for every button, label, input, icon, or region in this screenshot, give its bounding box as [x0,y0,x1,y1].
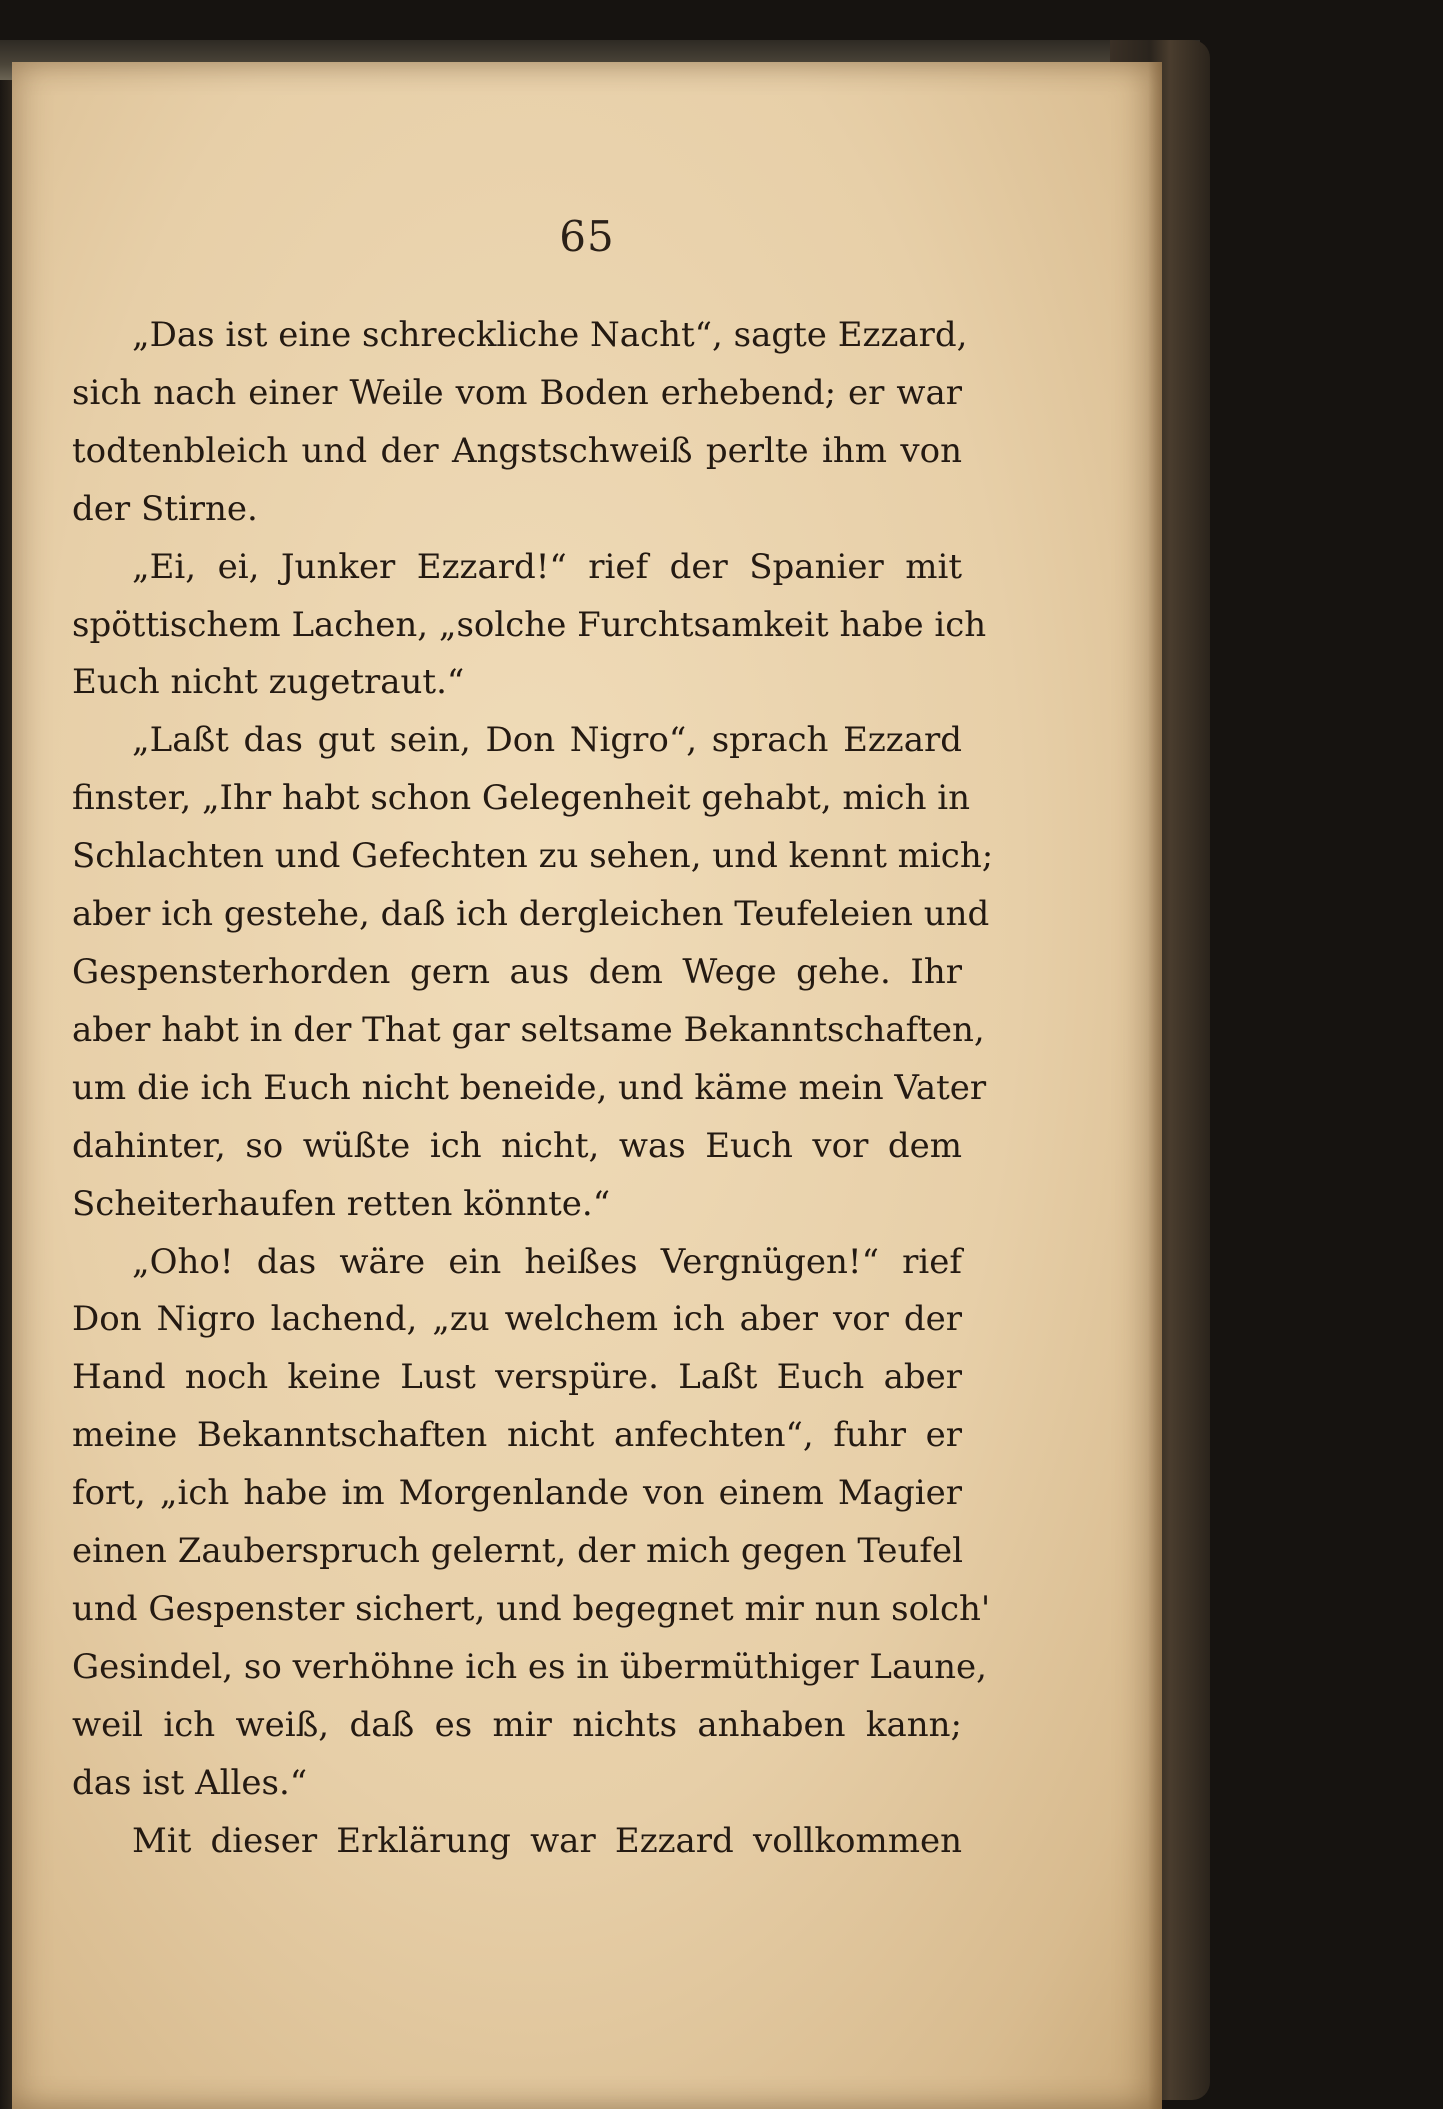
page-body-text [72,307,994,1870]
text-line: dahinter, so wüßte ich nicht, was Euch vor dem [72,1125,962,1166]
text-line: Schlachten und Gefechten zu sehen, und kennt mich; [72,836,994,877]
text-line: meine Bekanntschaften nicht anfechten“, fuhr er [72,1415,962,1456]
page-number: 65 [559,212,615,261]
text-line: das ist Alles.“ [72,1762,308,1803]
text-line: aber habt in der That gar seltsame Bekanntschaften, [72,1009,985,1050]
text-line: „Oho! das wäre ein heißes Vergnügen!“ rief [132,1241,962,1282]
text-line: Mit dieser Erklärung war Ezzard vollkommen [132,1820,962,1861]
text-line: sich nach einer Weile vom Boden erhebend; er war [72,372,962,413]
text-line: todtenbleich und der Angstschweiß perlte ihm von [72,430,962,471]
text-line: aber ich gestehe, daß ich dergleichen Teufeleien und [72,894,990,935]
text-line: fort, „ich habe im Morgenlande von einem Magier [72,1473,962,1514]
text-line: weil ich weiß, daß es mir nichts anhaben kann; [72,1704,962,1745]
text-line: um die ich Euch nicht beneide, und käme mein Vater [72,1067,987,1108]
text-line: Gespensterhorden gern aus dem Wege gehe. Ihr [72,951,962,992]
text-line: Gesindel, so verhöhne ich es in übermüthiger Laune, [72,1646,987,1687]
text-line: „Das ist eine schreckliche Nacht“, sagte Ezzard, [132,315,968,355]
text-line: Don Nigro lachend, „zu welchem ich aber vor der [72,1299,962,1340]
page-edge-shadow [1148,62,1162,2109]
text-line: Scheiterhaufen retten könnte.“ [72,1183,611,1224]
text-line: „Ei, ei, Junker Ezzard!“ rief der Spanier mit [132,546,962,587]
text-line: Hand noch keine Lust verspüre. Laßt Euch aber [72,1357,962,1398]
text-line: der Stirne. [72,488,258,529]
text-line: spöttischem Lachen, „solche Furchtsamkeit habe ich [72,604,987,645]
text-line: und Gespenster sichert, und begegnet mir nun solch' [72,1588,991,1629]
text-line: „Laßt das gut sein, Don Nigro“, sprach Ezzard [132,720,962,761]
text-line: Euch nicht zugetraut.“ [72,662,465,703]
book-page [12,62,1162,2109]
text-line: einen Zauberspruch gelernt, der mich gegen Teufel [72,1531,963,1572]
text-line: finster, „Ihr habt schon Gelegenheit gehabt, mich in [72,778,971,819]
